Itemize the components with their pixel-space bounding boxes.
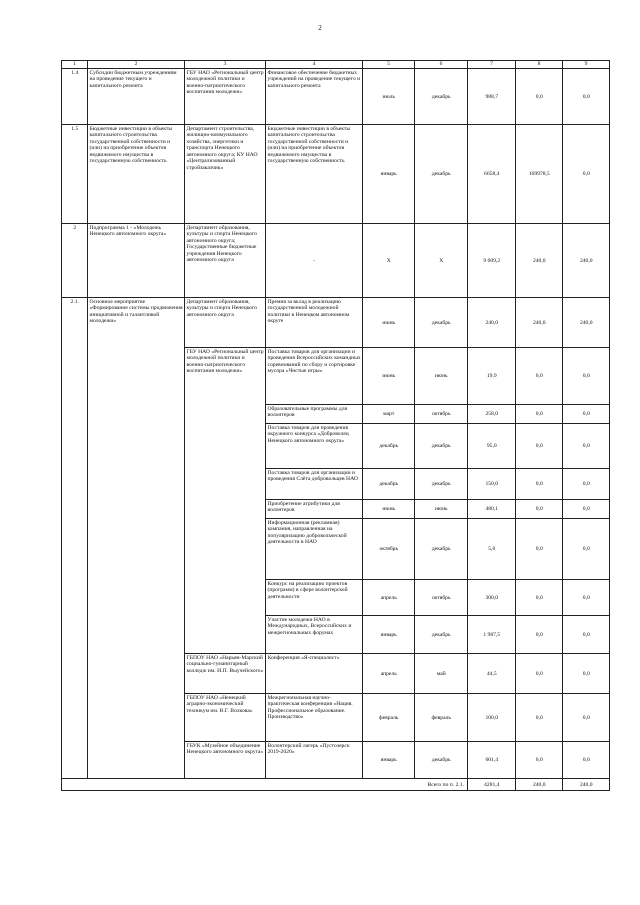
row-event: Информационная (рекламная) кампания, направленная на популяризацию добровольческой деятельности в НАО: [266, 519, 363, 580]
col-header: 1: [62, 61, 88, 69]
row-value-8: 0,0: [516, 654, 563, 694]
row-end: декабрь: [415, 616, 468, 654]
row-value-8: 0,0: [516, 616, 563, 654]
row-value-8: 0,0: [516, 469, 563, 500]
row-number: 2: [62, 224, 88, 298]
row-value-7: 6658,4: [468, 125, 516, 224]
col-header: 7: [468, 61, 516, 69]
row-value-8: 240,0: [516, 298, 563, 348]
row-value-8: 0,0: [516, 580, 563, 616]
row-event: -: [266, 224, 363, 298]
row-executor: ГБПОУ НАО «Нарьян-Марский социально-гуманитарный колледж им. И.П. Выучейского»: [185, 654, 266, 694]
row-value-9: 0,0: [563, 519, 610, 580]
program-table: [61, 60, 610, 791]
row-end: июнь: [415, 348, 468, 405]
row-number: 2.1.: [62, 298, 88, 779]
row-value-9: 0,0: [563, 580, 610, 616]
total-row: [62, 779, 610, 791]
row-value-7: 1 987,5: [468, 616, 516, 654]
row-end: декабрь: [415, 125, 468, 224]
row-end: декабрь: [415, 69, 468, 125]
row-value-8: 0,0: [516, 69, 563, 125]
row-value-7: 240,0: [468, 298, 516, 348]
row-start: январь: [363, 742, 415, 779]
row-start: июль: [363, 69, 415, 125]
row-end: декабрь: [415, 298, 468, 348]
row-value-7: 601,4: [468, 742, 516, 779]
row-value-9: 0,0: [563, 69, 610, 125]
row-value-9: 0,0: [563, 694, 610, 742]
row-value-9: 0,0: [563, 125, 610, 224]
row-event: Конкурс на реализацию проектов (программ) в сфере волонтерской деятельности: [266, 580, 363, 616]
row-end: декабрь: [415, 742, 468, 779]
table-row: [62, 69, 610, 125]
row-event: Межрегиональная научно-практическая конференция «Нация. Профессиональное образование. Производство»: [266, 694, 363, 742]
row-start: апрель: [363, 580, 415, 616]
row-name: Бюджетные инвестиции в объекты капитального строительства государственной собственности и (или) на приобретение объектов недвижимого имущества в государственную собственность: [88, 125, 185, 224]
page-number: 2: [318, 24, 322, 32]
row-start: апрель: [363, 654, 415, 694]
total-value-8: 240,0: [516, 779, 563, 791]
row-value-9: 0,0: [563, 500, 610, 519]
row-value-8: 0,0: [516, 742, 563, 779]
row-start: декабрь: [363, 469, 415, 500]
col-header: 3: [185, 61, 266, 69]
row-start: июнь: [363, 298, 415, 348]
row-end: декабрь: [415, 424, 468, 469]
row-start: декабрь: [363, 424, 415, 469]
row-value-7: 100,0: [468, 694, 516, 742]
row-name: Субсидии бюджетным учреждениям на проведение текущего и капитального ремонта: [88, 69, 185, 125]
row-start: июнь: [363, 500, 415, 519]
row-executor: ГБПОУ НАО «Ненецкий аграрно-экономический техникум им. В.Г. Волкова»: [185, 694, 266, 742]
total-value-7: 4281,4: [468, 779, 516, 791]
row-value-8: 0,0: [516, 424, 563, 469]
row-event: Финансовое обеспечение бюджетных учреждений на проведение текущего и капитального ремонта: [266, 69, 363, 125]
row-event: Образовательные программы для волонтеров: [266, 405, 363, 424]
row-value-8: 240,0: [516, 224, 563, 298]
row-executor: Департамент строительства, жилищно-коммунального хозяйства, энергетики и транспорта Ненецкого автономного округа; КУ НАО «Централизованный стройзаказчик»: [185, 125, 266, 224]
total-label: Всего по п. 2.1.: [62, 779, 468, 791]
row-value-7: 9 609,2: [468, 224, 516, 298]
row-number: 1.5: [62, 125, 88, 224]
row-value-7: 95,0: [468, 424, 516, 469]
row-event: Премия за вклад в реализацию государственной молодежной политики в Ненецком автономном округе: [266, 298, 363, 348]
row-value-9: 0,0: [563, 424, 610, 469]
row-value-7: 44,5: [468, 654, 516, 694]
row-event: Поставка товаров для организации и проведения Слёта добровольцев НАО: [266, 469, 363, 500]
row-end: декабрь: [415, 469, 468, 500]
row-executor: Департамент образования, культуры и спорта Ненецкого автономного округа: [185, 298, 266, 348]
row-event: Конференция «Я-специалист»: [266, 654, 363, 694]
row-event: Поставка товаров для организации и проведения Всероссийских командных соревнований по сбору и сортировке мусора «Чистые игры»: [266, 348, 363, 405]
row-number: 1.4: [62, 69, 88, 125]
row-value-9: 0,0: [563, 742, 610, 779]
col-header: 6: [415, 61, 468, 69]
row-executor: ГБУК «Музейное объединение Ненецкого автономного округа»: [185, 742, 266, 779]
row-end: май: [415, 654, 468, 694]
row-value-7: 258,0: [468, 405, 516, 424]
table-row: [62, 298, 610, 348]
row-start: июнь: [363, 348, 415, 405]
col-header: 2: [88, 61, 185, 69]
row-end: октябрь: [415, 580, 468, 616]
row-value-9: 0,0: [563, 469, 610, 500]
row-value-9: 240,0: [563, 298, 610, 348]
row-name: Основное мероприятие «Формирование системы продвижения инициативной и талантливой молодежи»: [88, 298, 185, 779]
row-end: декабрь: [415, 519, 468, 580]
row-end: июнь: [415, 500, 468, 519]
row-start: октябрь: [363, 519, 415, 580]
row-value-7: 5,0: [468, 519, 516, 580]
row-value-9: 240,0: [563, 224, 610, 298]
row-start: январь: [363, 125, 415, 224]
row-start: февраль: [363, 694, 415, 742]
row-value-7: 150,0: [468, 469, 516, 500]
row-event: Бюджетные инвестиции в объекты капитального строительства государственной собственности и (или) на приобретение объектов недвижимого имущества в государственную собственность: [266, 125, 363, 224]
row-value-8: 169978,5: [516, 125, 563, 224]
row-value-9: 0,0: [563, 654, 610, 694]
row-value-7: 300,0: [468, 580, 516, 616]
row-start: Х: [363, 224, 415, 298]
row-event: Приобретение атрибутики для волонтеров: [266, 500, 363, 519]
row-value-8: 0,0: [516, 348, 563, 405]
row-value-7: 19,9: [468, 348, 516, 405]
row-executor: ГБУ НАО «Региональный центр молодежной политики и военно-патриотического воспитания молодежи»: [185, 348, 266, 654]
row-value-8: 0,0: [516, 519, 563, 580]
row-event: Волонтерский лагерь «Пустозерск 2019-2020»: [266, 742, 363, 779]
row-executor: ГБУ НАО «Региональный центр молодежной политики и военно-патриотического воспитания молодежи»: [185, 69, 266, 125]
row-event: Поставка товаров для проведения окружного конкурса «Доброволец Ненецкого автономного округа»: [266, 424, 363, 469]
table-row: [62, 224, 610, 298]
col-header: 8: [516, 61, 563, 69]
row-end: февраль: [415, 694, 468, 742]
row-event: Участие молодежи НАО в Международных, Всероссийских и межрегиональных форумах: [266, 616, 363, 654]
row-value-8: 0,0: [516, 405, 563, 424]
total-value-9: 240,0: [563, 779, 610, 791]
row-value-7: 480,1: [468, 500, 516, 519]
row-value-9: 0,0: [563, 616, 610, 654]
row-start: январь: [363, 616, 415, 654]
header-row: [62, 61, 610, 69]
row-value-9: 0,0: [563, 405, 610, 424]
row-value-8: 0,0: [516, 694, 563, 742]
row-value-8: 0,0: [516, 500, 563, 519]
col-header: 5: [363, 61, 415, 69]
col-header: 4: [266, 61, 363, 69]
row-executor: Департамент образования, культуры и спорта Ненецкого автономного округа; Государственные бюджетные учреждения Ненецкого автономного округа: [185, 224, 266, 298]
row-start: март: [363, 405, 415, 424]
row-name: Подпрограмма 1 - «Молодежь Ненецкого автономного округа»: [88, 224, 185, 298]
col-header: 9: [563, 61, 610, 69]
row-end: Х: [415, 224, 468, 298]
table-row: [62, 125, 610, 224]
row-value-7: 988,7: [468, 69, 516, 125]
row-value-9: 0,0: [563, 348, 610, 405]
row-end: октябрь: [415, 405, 468, 424]
